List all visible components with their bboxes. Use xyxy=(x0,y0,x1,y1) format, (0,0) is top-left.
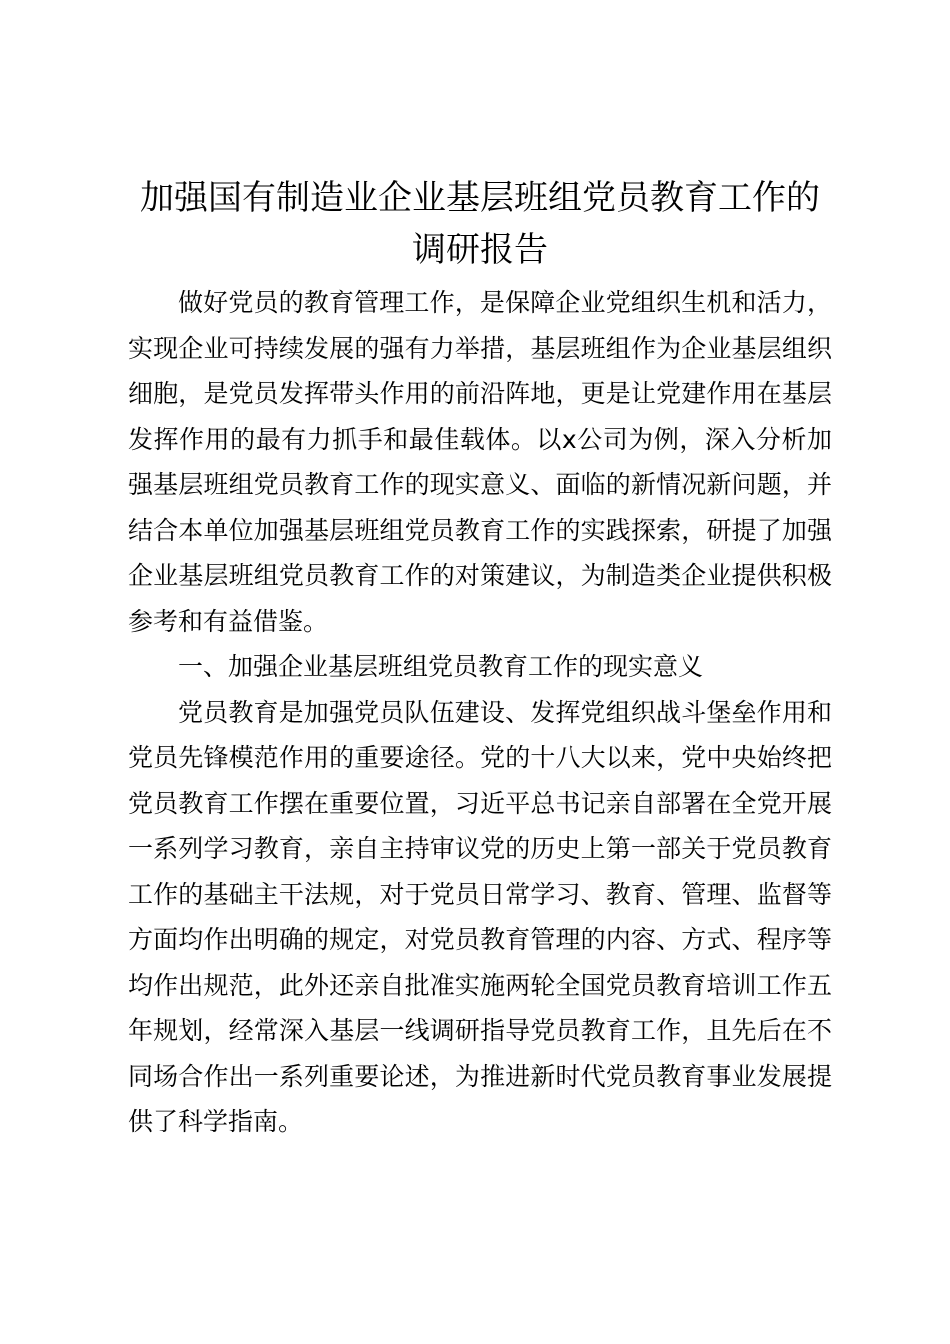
intro-paragraph: 做好党员的教育管理工作，是保障企业党组织生机和活力，实现企业可持续发展的强有力举措，基层班组作为企业基层组织细胞，是党员发挥带头作用的前沿阵地，更是让党建作用在基层发挥作用的最有力抓手和最佳载体。以x公司为例，深入分析加强基层班组党员教育工作的现实意义、面临的新情况新问题，并结合本单位加强基层班组党员教育工作的实践探索，研提了加强企业基层班组党员教育工作的对策建议，为制造类企业提供积极参考和有益借鉴。 xyxy=(128,288,832,636)
section-heading-1: 一、加强企业基层班组党员教育工作的现实意义 xyxy=(178,652,704,681)
document-title xyxy=(128,172,832,276)
title-line-1: 加强国有制造业企业基层班组党员教育工作的 xyxy=(140,178,820,218)
document-page xyxy=(128,172,832,1145)
title-line-2: 调研报告 xyxy=(412,230,548,270)
section-1-paragraph: 党员教育是加强党员队伍建设、发挥党组织战斗堡垒作用和党员先锋模范作用的重要途径。党的十八大以来，党中央始终把党员教育工作摆在重要位置，习近平总书记亲自部署在全党开展一系列学习教育，亲自主持审议党的历史上第一部关于党员教育工作的基础主干法规，对于党员日常学习、教育、管理、监督等方面均作出明确的规定，对党员教育管理的内容、方式、程序等均作出规范，此外还亲自批准实施两轮全国党员教育培训工作五年规划，经常深入基层一线调研指导党员教育工作，且先后在不同场合作出一系列重要论述，为推进新时代党员教育事业发展提供了科学指南。 xyxy=(128,697,832,1136)
